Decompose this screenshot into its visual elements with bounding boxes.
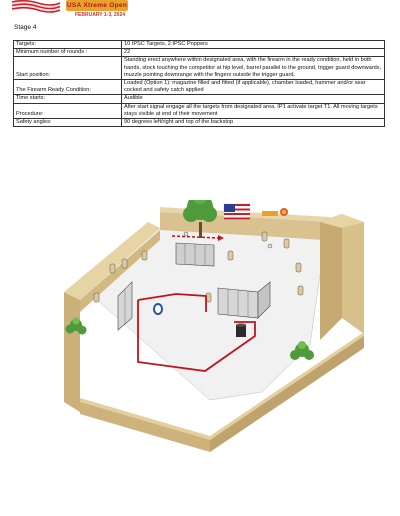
row-value: After start signal engage all the targets from designated area. IP1 activate target T1. All moving targets stays visible at end of their movement bbox=[122, 103, 385, 118]
tree-icon bbox=[183, 200, 217, 222]
row-key: Minimum number of rounds : bbox=[14, 49, 122, 57]
table-row bbox=[14, 41, 385, 49]
row-key: The Firearm Ready Condition: bbox=[14, 80, 122, 95]
table-row bbox=[14, 95, 385, 103]
stage-title: Stage 4 bbox=[14, 24, 37, 31]
row-value: Audible bbox=[122, 95, 385, 103]
barricade-center bbox=[176, 243, 214, 266]
table-row bbox=[14, 103, 385, 118]
right-berm bbox=[320, 214, 342, 340]
stage-diagram bbox=[60, 200, 380, 460]
table-row bbox=[14, 119, 385, 127]
row-value: Loaded (Option 1): magazine filled and fitted (if applicable), chamber loaded, hammer and/or sear cocked and safety catch applied bbox=[122, 80, 385, 95]
row-key: Start position: bbox=[14, 57, 122, 80]
no-shoot-icon bbox=[153, 303, 163, 315]
row-value: 90 degrees left/right and top of the backstop bbox=[122, 119, 385, 127]
event-logo bbox=[66, 0, 128, 20]
header bbox=[0, 0, 400, 22]
front-berm bbox=[80, 400, 210, 452]
us-flag-icon bbox=[10, 0, 62, 13]
tree-trunk bbox=[199, 222, 202, 238]
table-row bbox=[14, 57, 385, 80]
row-value: Standing erect anywhere within designated area, with the firearm in the ready condition, held in both hands, stock touching the competitor at hip level, barrel parallel to the ground, trigger guard downwards, muzzle pointing downrange with the fingers outside the trigger guard. bbox=[122, 57, 385, 80]
start-barrel-icon bbox=[236, 323, 246, 337]
row-key: Procedure: bbox=[14, 103, 122, 118]
row-key: Time starts: bbox=[14, 95, 122, 103]
flag-banner-icon bbox=[224, 204, 250, 220]
row-value: 10 IPSC Targets, 2 IPSC Poppers bbox=[122, 41, 385, 49]
logo-dates: FEBRUARY 1-3, 2024 bbox=[74, 12, 126, 18]
row-key: Targets: bbox=[14, 41, 122, 49]
row-key: Safety angles: bbox=[14, 119, 122, 127]
table-row bbox=[14, 80, 385, 95]
stage-briefing-table bbox=[13, 40, 385, 127]
logo-title: USA Xtreme Open bbox=[66, 2, 128, 9]
table-row bbox=[14, 49, 385, 57]
row-value: 22 bbox=[122, 49, 385, 57]
sponsor-logos-icon bbox=[262, 208, 288, 216]
left-berm-front bbox=[64, 292, 80, 412]
